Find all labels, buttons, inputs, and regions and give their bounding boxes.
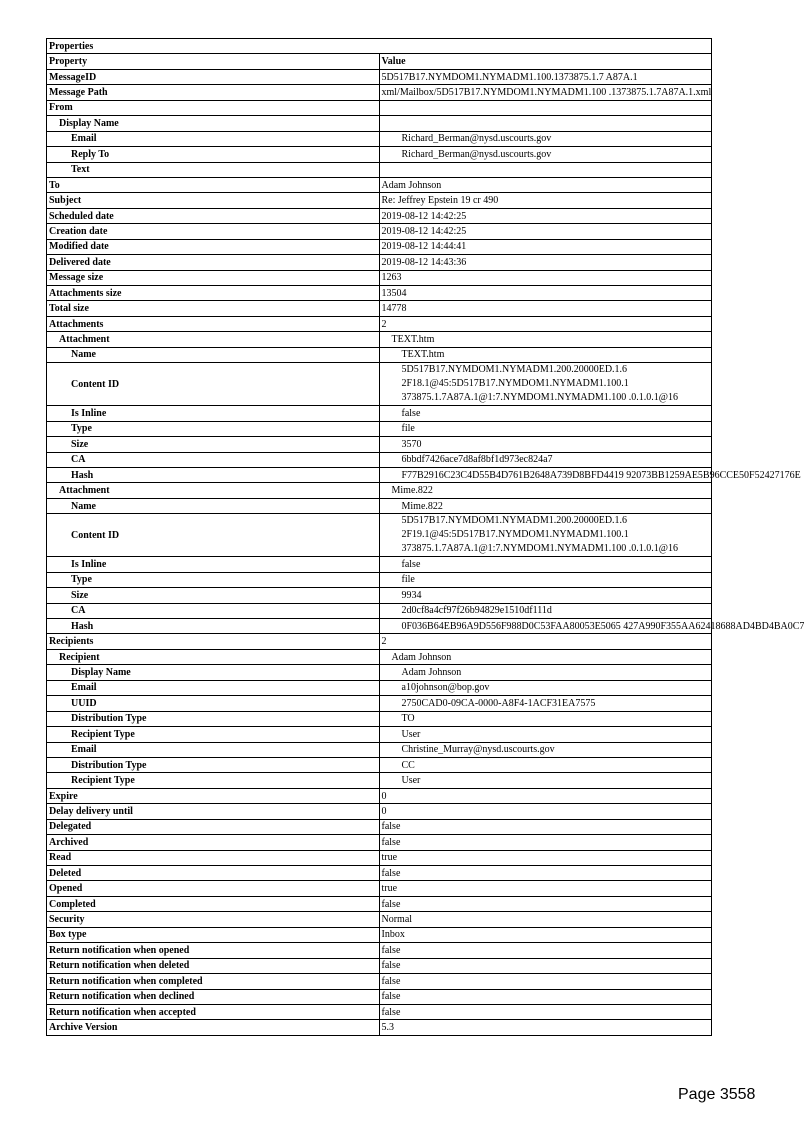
property-value: Re: Jeffrey Epstein 19 cr 490: [379, 193, 712, 208]
table-row: [47, 100, 712, 115]
property-name: Recipient Type: [47, 773, 380, 788]
value-column-header: Value: [379, 54, 712, 69]
table-row: [47, 974, 712, 989]
property-value: Richard_Berman@nysd.uscourts.gov: [379, 147, 712, 162]
table-row: [47, 958, 712, 973]
property-value: 2: [379, 316, 712, 331]
table-row: [47, 634, 712, 649]
property-value: [379, 162, 712, 177]
property-name: Distribution Type: [47, 757, 380, 772]
property-value: xml/Mailbox/5D517B17.NYMDOM1.NYMADM1.100 .1373875.1.7A87A.1.xml: [379, 85, 712, 100]
property-value: TEXT.htm: [379, 332, 712, 347]
table-row: [47, 498, 712, 513]
property-name: Delegated: [47, 819, 380, 834]
property-value: 5D517B17.NYMDOM1.NYMADM1.200.20000ED.1.6 2F19.1@45:5D517B17.NYMDOM1.NYMADM1.100.1 373875.1.7A87A.1@1:7.NYMDOM1.NYMADM1.100 .0.1.0.1@16: [379, 514, 712, 557]
property-value: 5.3: [379, 1020, 712, 1035]
property-value: 2019-08-12 14:43:36: [379, 255, 712, 270]
property-name: Message size: [47, 270, 380, 285]
property-name: Return notification when completed: [47, 974, 380, 989]
property-name: Return notification when accepted: [47, 1004, 380, 1019]
property-value: Normal: [379, 912, 712, 927]
property-value: 5D517B17.NYMDOM1.NYMADM1.100.1373875.1.7 A87A.1: [379, 69, 712, 84]
property-name: Email: [47, 680, 380, 695]
property-value: 2d0cf8a4cf97f26b94829e1510df111d: [379, 603, 712, 618]
property-name: Return notification when deleted: [47, 958, 380, 973]
property-name: Subject: [47, 193, 380, 208]
table-row: [47, 588, 712, 603]
property-name: Name: [47, 498, 380, 513]
property-value: 13504: [379, 286, 712, 301]
property-value: 2019-08-12 14:42:25: [379, 224, 712, 239]
property-name: Message Path: [47, 85, 380, 100]
property-column-header: Property: [47, 54, 380, 69]
property-value: CC: [379, 757, 712, 772]
property-name: Size: [47, 437, 380, 452]
property-name: Display Name: [47, 665, 380, 680]
property-name: CA: [47, 452, 380, 467]
table-row: [47, 943, 712, 958]
property-value: 2019-08-12 14:44:41: [379, 239, 712, 254]
property-name: Delivered date: [47, 255, 380, 270]
page-number: Page 3558: [678, 1086, 756, 1103]
property-name: Is Inline: [47, 406, 380, 421]
property-value: 0: [379, 804, 712, 819]
property-name: Completed: [47, 896, 380, 911]
table-row: [47, 896, 712, 911]
property-name: Text: [47, 162, 380, 177]
property-value: Richard_Berman@nysd.uscourts.gov: [379, 131, 712, 146]
table-row: [47, 881, 712, 896]
property-value: 5D517B17.NYMDOM1.NYMADM1.200.20000ED.1.6 2F18.1@45:5D517B17.NYMDOM1.NYMADM1.100.1 373875.1.7A87A.1@1:7.NYMDOM1.NYMADM1.100 .0.1.0.1@16: [379, 363, 712, 406]
property-name: Expire: [47, 788, 380, 803]
table-row: [47, 116, 712, 131]
table-row: [47, 835, 712, 850]
property-value: 0F036B64EB96A9D556F988D0C53FAA80053E5065 427A990F355AA62418688AD4BD4BA0C7: [379, 619, 712, 634]
property-name: Content ID: [47, 514, 380, 557]
table-row: [47, 788, 712, 803]
property-name: Hash: [47, 619, 380, 634]
table-row: [47, 572, 712, 587]
table-row: [47, 649, 712, 664]
property-value: User: [379, 773, 712, 788]
property-value: 9934: [379, 588, 712, 603]
property-name: Recipient: [47, 649, 380, 664]
table-row: [47, 619, 712, 634]
property-value: false: [379, 1004, 712, 1019]
property-name: Modified date: [47, 239, 380, 254]
table-row: [47, 255, 712, 270]
property-value: Mime.822: [379, 498, 712, 513]
table-header-row: [47, 54, 712, 69]
table-row: [47, 239, 712, 254]
property-name: Attachment: [47, 332, 380, 347]
property-name: Deleted: [47, 866, 380, 881]
table-row: [47, 773, 712, 788]
property-name: Display Name: [47, 116, 380, 131]
property-name: Type: [47, 421, 380, 436]
property-name: Reply To: [47, 147, 380, 162]
property-value: Mime.822: [379, 483, 712, 498]
table-row: [47, 989, 712, 1004]
table-row: [47, 363, 712, 406]
property-name: Return notification when declined: [47, 989, 380, 1004]
property-name: Opened: [47, 881, 380, 896]
table-row: [47, 866, 712, 881]
property-name: Email: [47, 742, 380, 757]
property-value: false: [379, 866, 712, 881]
property-name: UUID: [47, 696, 380, 711]
property-name: Scheduled date: [47, 208, 380, 223]
table-row: [47, 85, 712, 100]
property-value: false: [379, 958, 712, 973]
property-value: Inbox: [379, 927, 712, 942]
table-row: [47, 193, 712, 208]
property-value: TO: [379, 711, 712, 726]
table-row: [47, 696, 712, 711]
table-title-row: [47, 39, 712, 54]
property-name: Read: [47, 850, 380, 865]
table-row: [47, 224, 712, 239]
table-row: [47, 347, 712, 362]
property-name: Email: [47, 131, 380, 146]
table-row: [47, 1004, 712, 1019]
table-row: [47, 162, 712, 177]
table-row: [47, 804, 712, 819]
property-value: false: [379, 406, 712, 421]
property-value: 2: [379, 634, 712, 649]
property-value: Christine_Murray@nysd.uscourts.gov: [379, 742, 712, 757]
property-name: Hash: [47, 467, 380, 482]
table-row: [47, 483, 712, 498]
property-value: 3570: [379, 437, 712, 452]
table-row: [47, 557, 712, 572]
property-value: 0: [379, 788, 712, 803]
property-value: Adam Johnson: [379, 665, 712, 680]
table-row: [47, 912, 712, 927]
property-value: false: [379, 819, 712, 834]
table-row: [47, 69, 712, 84]
property-value: TEXT.htm: [379, 347, 712, 362]
table-row: [47, 819, 712, 834]
property-name: Size: [47, 588, 380, 603]
property-name: Type: [47, 572, 380, 587]
property-value: file: [379, 572, 712, 587]
property-value: Adam Johnson: [379, 177, 712, 192]
table-row: [47, 421, 712, 436]
property-name: Name: [47, 347, 380, 362]
table-row: [47, 603, 712, 618]
table-row: [47, 680, 712, 695]
property-value: true: [379, 881, 712, 896]
table-row: [47, 727, 712, 742]
table-row: [47, 452, 712, 467]
property-value: 1263: [379, 270, 712, 285]
property-value: false: [379, 557, 712, 572]
property-name: Content ID: [47, 363, 380, 406]
property-value: file: [379, 421, 712, 436]
table-row: [47, 316, 712, 331]
property-name: Creation date: [47, 224, 380, 239]
table-row: [47, 208, 712, 223]
property-name: Security: [47, 912, 380, 927]
property-name: Delay delivery until: [47, 804, 380, 819]
property-name: Archive Version: [47, 1020, 380, 1035]
table-row: [47, 850, 712, 865]
table-row: [47, 757, 712, 772]
table-row: [47, 927, 712, 942]
property-value: false: [379, 974, 712, 989]
property-value: true: [379, 850, 712, 865]
property-name: Attachment: [47, 483, 380, 498]
property-value: false: [379, 989, 712, 1004]
property-name: Recipients: [47, 634, 380, 649]
property-value: 2750CAD0-09CA-0000-A8F4-1ACF31EA7575: [379, 696, 712, 711]
properties-table: [46, 38, 804, 1036]
table-row: [47, 131, 712, 146]
property-name: Distribution Type: [47, 711, 380, 726]
property-name: Recipient Type: [47, 727, 380, 742]
property-value: false: [379, 896, 712, 911]
property-name: Total size: [47, 301, 380, 316]
property-value: 6bbdf7426ace7d8af8bf1d973ec824a7: [379, 452, 712, 467]
table-row: [47, 332, 712, 347]
property-name: Attachments: [47, 316, 380, 331]
table-row: [47, 514, 712, 557]
table-row: [47, 742, 712, 757]
table-row: [47, 286, 712, 301]
property-value: false: [379, 943, 712, 958]
table-row: [47, 1020, 712, 1035]
property-name: From: [47, 100, 380, 115]
property-name: MessageID: [47, 69, 380, 84]
table-row: [47, 711, 712, 726]
table-row: [47, 301, 712, 316]
property-name: Box type: [47, 927, 380, 942]
property-name: CA: [47, 603, 380, 618]
property-value: Adam Johnson: [379, 649, 712, 664]
property-name: To: [47, 177, 380, 192]
table-row: [47, 665, 712, 680]
property-value: a10johnson@bop.gov: [379, 680, 712, 695]
table-row: [47, 437, 712, 452]
properties-table-body: [47, 39, 804, 1036]
property-name: Attachments size: [47, 286, 380, 301]
property-value: [379, 116, 712, 131]
property-value: F77B2916C23C4D55B4D761B2648A739D8BFD4419 92073BB1259AE5B96CCE50F52427176E: [379, 467, 712, 482]
property-name: Is Inline: [47, 557, 380, 572]
property-value: 2019-08-12 14:42:25: [379, 208, 712, 223]
table-row: [47, 270, 712, 285]
table-row: [47, 467, 712, 482]
property-name: Archived: [47, 835, 380, 850]
table-row: [47, 406, 712, 421]
property-value: [379, 100, 712, 115]
table-title: Properties: [47, 39, 712, 54]
property-value: false: [379, 835, 712, 850]
property-name: Return notification when opened: [47, 943, 380, 958]
property-value: 14778: [379, 301, 712, 316]
property-value: User: [379, 727, 712, 742]
table-row: [47, 147, 712, 162]
table-row: [47, 177, 712, 192]
